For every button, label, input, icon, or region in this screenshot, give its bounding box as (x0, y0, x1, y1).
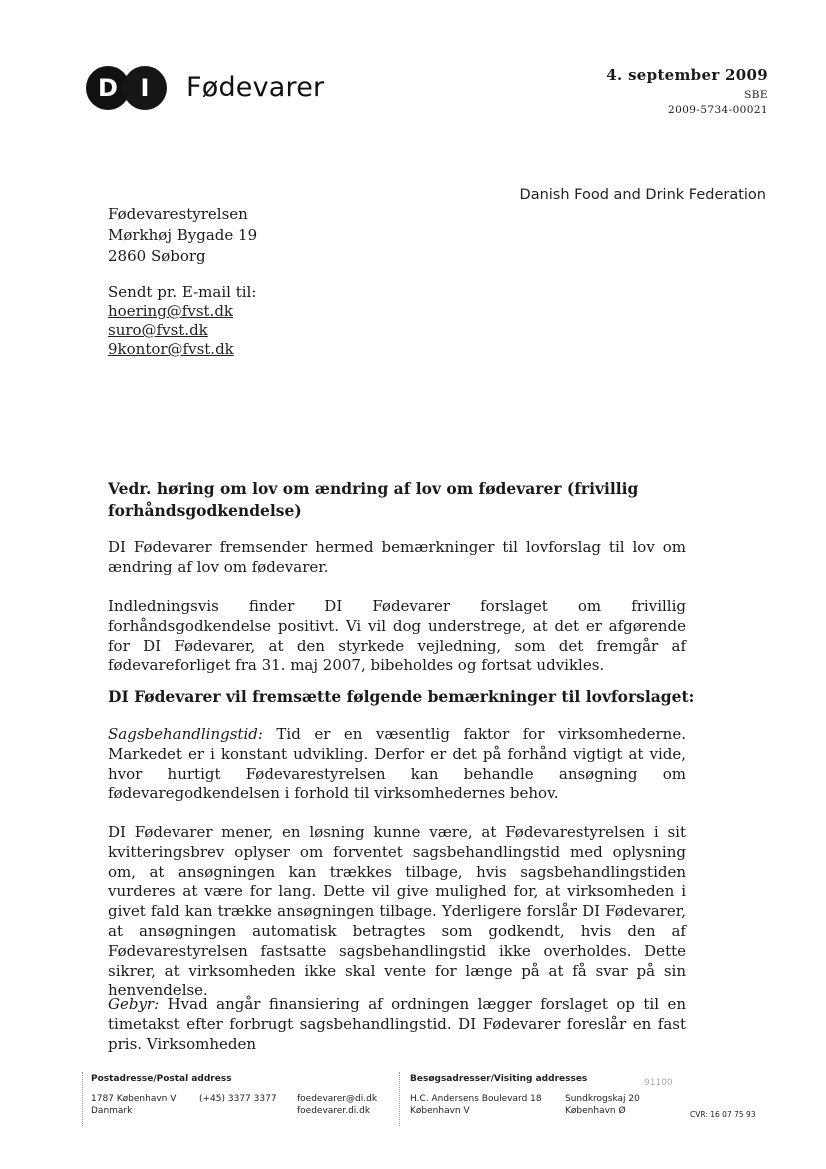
logo-i-disc (123, 66, 167, 110)
email-link-9kontor[interactable]: 9kontor@fvst.dk (108, 340, 234, 358)
footer-visit1-street: H.C. Andersens Boulevard 18 (410, 1094, 542, 1104)
sender-initials: SBE (744, 89, 768, 101)
footer-email[interactable]: foedevarer@di.dk (297, 1094, 378, 1104)
footer-postal-city: 1787 København V (91, 1094, 177, 1104)
federation-name: Danish Food and Drink Federation (519, 187, 766, 203)
sent-by-email-label: Sendt pr. E-mail til: (108, 283, 257, 301)
section-heading: DI Fødevarer vil fremsætte følgende bemærkninger til lovforslaget: (108, 687, 695, 706)
footer-postal-heading: Postadresse/Postal address (91, 1074, 232, 1084)
letter-subject: Vedr. høring om lov om ændring af lov om fødevarer (frivillig forhåndsgodkendelse) (108, 479, 639, 520)
fee-lead: Gebyr: (108, 995, 160, 1013)
brand-name: Fødevarer (186, 72, 325, 103)
footer-divider-left (82, 1072, 83, 1126)
footer-phone: (+45) 3377 3377 (199, 1094, 277, 1104)
recipient-city: 2860 Søborg (108, 247, 206, 265)
footer-divider-middle (399, 1072, 400, 1126)
logo-letter-d: D (98, 74, 118, 102)
logo-letter-i: I (140, 74, 150, 102)
paragraph-case-time (108, 725, 686, 804)
case-time-text: Tid er en væsentlig faktor for virksomhederne. Markedet er i konstant udvikling. Derfor er det på forhånd vigtigt at vide, hvor hurtigt Fødevarestyrelsen kan behandle ansøgning om fødevaregodkendelsen i forhold til virksomhedernes behov. (108, 725, 686, 803)
footer-postal-country: Danmark (91, 1106, 133, 1116)
paragraph-positive: Indledningsvis finder DI Fødevarer forslaget om frivillig forhåndsgodkendelse positivt. Vi vil dog understrege, at det er afgørende for DI Fødevarer, at den styrkede vejledning, som det fremgår af fødevareforliget fra 31. maj 2007, bibeholdes og fortsat udvikles. (108, 597, 686, 675)
case-time-lead: Sagsbehandlingstid: (108, 725, 263, 743)
reference-number: 2009-5734-00021 (668, 104, 768, 116)
di-logo (86, 66, 325, 112)
recipient-street: Mørkhøj Bygade 19 (108, 226, 258, 244)
footer-visit2-street: Sundkrogskaj 20 (565, 1094, 640, 1104)
email-link-hoering[interactable]: hoering@fvst.dk (108, 302, 234, 320)
footer-visiting-heading: Besøgsadresser/Visiting addresses (410, 1074, 588, 1084)
footer-cvr: CVR: 16 07 75 93 (690, 1110, 756, 1119)
email-link-suro[interactable]: suro@fvst.dk (108, 321, 208, 339)
letter-date: 4. september 2009 (606, 66, 768, 84)
fee-text: Hvad angår finansiering af ordningen lægger forslaget op til en timetakst efter forbrugt sagsbehandlingstid. DI Fødevarer foreslår en fast pris. Virksomheden (108, 995, 686, 1053)
paragraph-fee (108, 995, 686, 1054)
footer-visit1-city: København V (410, 1106, 470, 1116)
paragraph-intro: DI Fødevarer fremsender hermed bemærkninger til lovforslag til lov om ændring af lov om fødevarer. (108, 538, 686, 576)
footer-web[interactable]: foedevarer.di.dk (297, 1106, 371, 1116)
footer-visit2-city: København Ø (565, 1106, 626, 1116)
recipient-name: Fødevarestyrelsen (108, 205, 248, 223)
footer-stamp: 91100 (644, 1078, 673, 1088)
paragraph-solution: DI Fødevarer mener, en løsning kunne være, at Fødevarestyrelsen i sit kvitteringsbrev oplyser om forventet sagsbehandlingstid med oplysning om, at ansøgningen kan trækkes tilbage, hvis sagsbehandlingstiden vurderes at være for lang. Dette vil give mulighed for, at virksomheden i givet fald kan trække ansøgningen tilbage. Yderligere forslår DI Fødevarer, at ansøgningen automatisk betragtes som godkendt, hvis den af Fødevarestyrelsen fastsatte sagsbehandlingstid ikke overholdes. Dette sikrer, at virksomheden ikke skal vente for længe på at få svar på sin henvendelse. (108, 823, 686, 1000)
